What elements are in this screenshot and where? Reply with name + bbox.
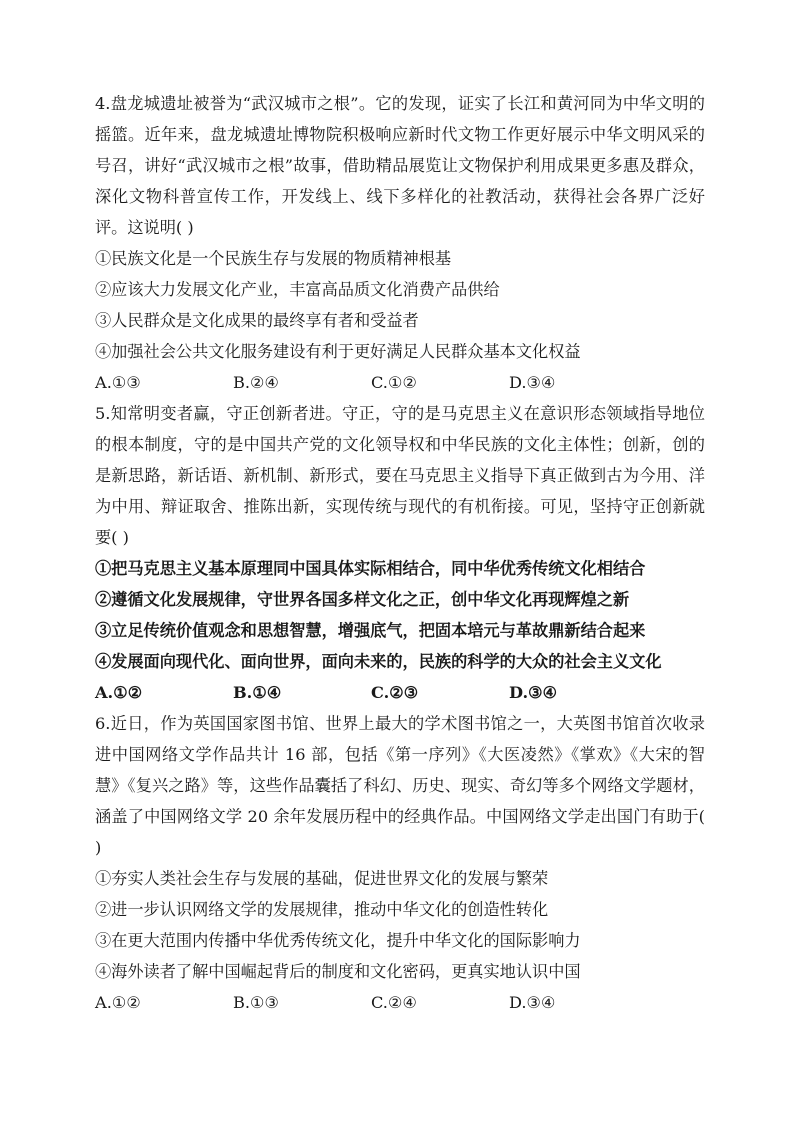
option-3: ③立足传统价值观念和思想智慧，增强底气，把固本培元与革故鼎新结合起来 [95,621,646,640]
choice-a: A.①② [95,683,143,702]
option-3: ③在更大范围内传播中华优秀传统文化，提升中华文化的国际影响力 [95,931,581,950]
option-2: ②遵循文化发展规律，守世界各国多样文化之正，创中华文化再现辉煌之新 [95,590,630,609]
choice-a: A.①② [95,993,141,1012]
option-4: ④加强社会公共文化服务建设有利于更好满足人民群众基本文化权益 [95,342,581,361]
question-sheet [95,88,705,1018]
question-6 [95,708,705,1018]
choice-c: C.②④ [371,993,417,1012]
answer-choices [95,987,705,1018]
answer-choices [95,677,705,708]
choice-c: C.①② [371,373,417,392]
choice-b: B.①③ [233,993,280,1012]
option-1: ①把马克思主义基本原理同中国具体实际相结合，同中华优秀传统文化相结合 [95,559,646,578]
option-4: ④发展面向现代化、面向世界，面向未来的，民族的科学的大众的社会主义文化 [95,652,662,671]
question-stem: 5.知常明变者赢，守正创新者进。守正，守的是马克思主义在意识形态领域指导地位的根本制度，守的是中国共产党的文化领导权和中华民族的文化主体性；创新，创的是新思路，新话语、新机制、新形式，要在马克思主义指导下真正做到古为今用、洋为中用、辩证取舍、推陈出新，实现传统与现代的有机衔接。可见，坚持守正创新就要( ) [95,404,705,547]
choice-a: A.①③ [95,373,141,392]
choice-d: D.③④ [509,993,556,1012]
option-3: ③人民群众是文化成果的最终享有者和受益者 [95,311,419,330]
option-2: ②应该大力发展文化产业，丰富高品质文化消费产品供给 [95,280,500,299]
question-4 [95,88,705,398]
choice-c: C.②③ [371,683,419,702]
choice-b: B.②④ [233,373,280,392]
choice-d: D.③④ [509,373,556,392]
option-1: ①夯实人类社会生存与发展的基础，促进世界文化的发展与繁荣 [95,869,549,888]
choice-b: B.①④ [233,683,282,702]
option-1: ①民族文化是一个民族生存与发展的物质精神根基 [95,249,452,268]
question-5 [95,398,705,708]
option-2: ②进一步认识网络文学的发展规律，推动中华文化的创造性转化 [95,900,549,919]
answer-choices [95,367,705,398]
question-stem: 4.盘龙城遗址被誉为“武汉城市之根”。它的发现，证实了长江和黄河同为中华文明的摇篮。近年来，盘龙城遗址博物院积极响应新时代文物工作更好展示中华文明风采的号召，讲好“武汉城市之根”故事，借助精品展览让文物保护利用成果更多惠及群众，深化文物科普宣传工作，开发线上、线下多样化的社教活动，获得社会各界广泛好评。这说明( ) [95,94,705,237]
question-stem: 6.近日，作为英国国家图书馆、世界上最大的学术图书馆之一，大英图书馆首次收录进中国网络文学作品共计 16 部，包括《第一序列》《大医凌然》《掌欢》《大宋的智慧》《复兴之路》等，这些作品囊括了科幻、历史、现实、奇幻等多个网络文学题材，涵盖了中国网络文学 20 余年发展历程中的经典作品。中国网络文学走出国门有助于( ) [95,714,705,857]
choice-d: D.③④ [509,683,558,702]
option-4: ④海外读者了解中国崛起背后的制度和文化密码，更真实地认识中国 [95,962,581,981]
